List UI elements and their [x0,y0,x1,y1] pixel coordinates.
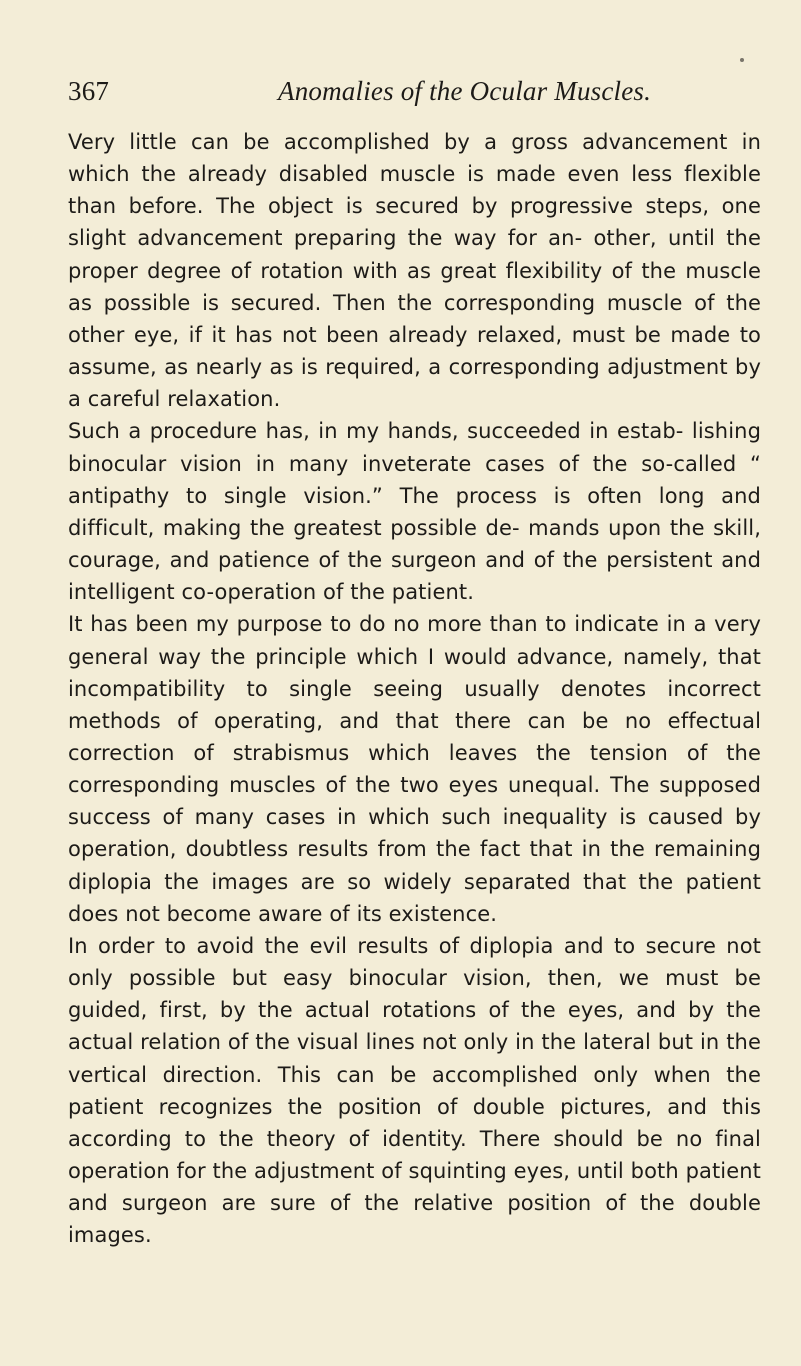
paragraph-procedure: Such a procedure has, in my hands, succeeded in estab- lishing binocular vision in many inveterate cases of the so-called “ antipathy to single vision.” The process is often long and difficult, making the greatest possible de- mands upon the skill, courage, and patience of the surgeon and of the persistent and intelligent co-operation of the patient. [68,419,761,605]
paragraph-advancement: Very little can be accomplished by a gross advancement in which the already disabled muscle is made even less flexible than before. The object is secured by progressive steps, one slight advancement preparing the way for an- other, until the proper degree of rotation with as great flexibility of the muscle as possible is secured. Then the corresponding muscle of the other eye, if it has not been already relaxed, must be made to assume, as nearly as is required, a corresponding adjustment by a careful relaxation. [68,130,761,412]
body-text [68,126,761,1251]
page-number: 367 [68,76,110,106]
paper-speck [740,58,744,62]
running-head [68,76,761,116]
running-title: Anomalies of the Ocular Muscles. [278,76,652,106]
paragraph-binocular-vision: In order to avoid the evil results of diplopia and to secure not only possible but easy binocular vision, then, we must be guided, first, by the actual rotations of the eyes, and by the actual relation of the visual lines not only in the lateral but in the vertical direction. This can be accomplished only when the patient recognizes the position of double pictures, and this according to the theory of identity. There should be no final operation for the adjustment of squinting eyes, until both patient and surgeon are sure of the relative position of the double images. [68,933,761,1248]
paragraph-purpose: It has been my purpose to do no more than to indicate in a very general way the principle which I would advance, namely, that incompatibility to single seeing usually denotes incorrect methods of operating, and that there can be no effectual correction of strabismus which leaves the tension of the corresponding muscles of the two eyes unequal. The supposed success of many cases in which such inequality is caused by operation, doubtless results from the fact that in the remaining diplopia the images are so widely separated that the patient does not become aware of its existence. [68,612,761,926]
